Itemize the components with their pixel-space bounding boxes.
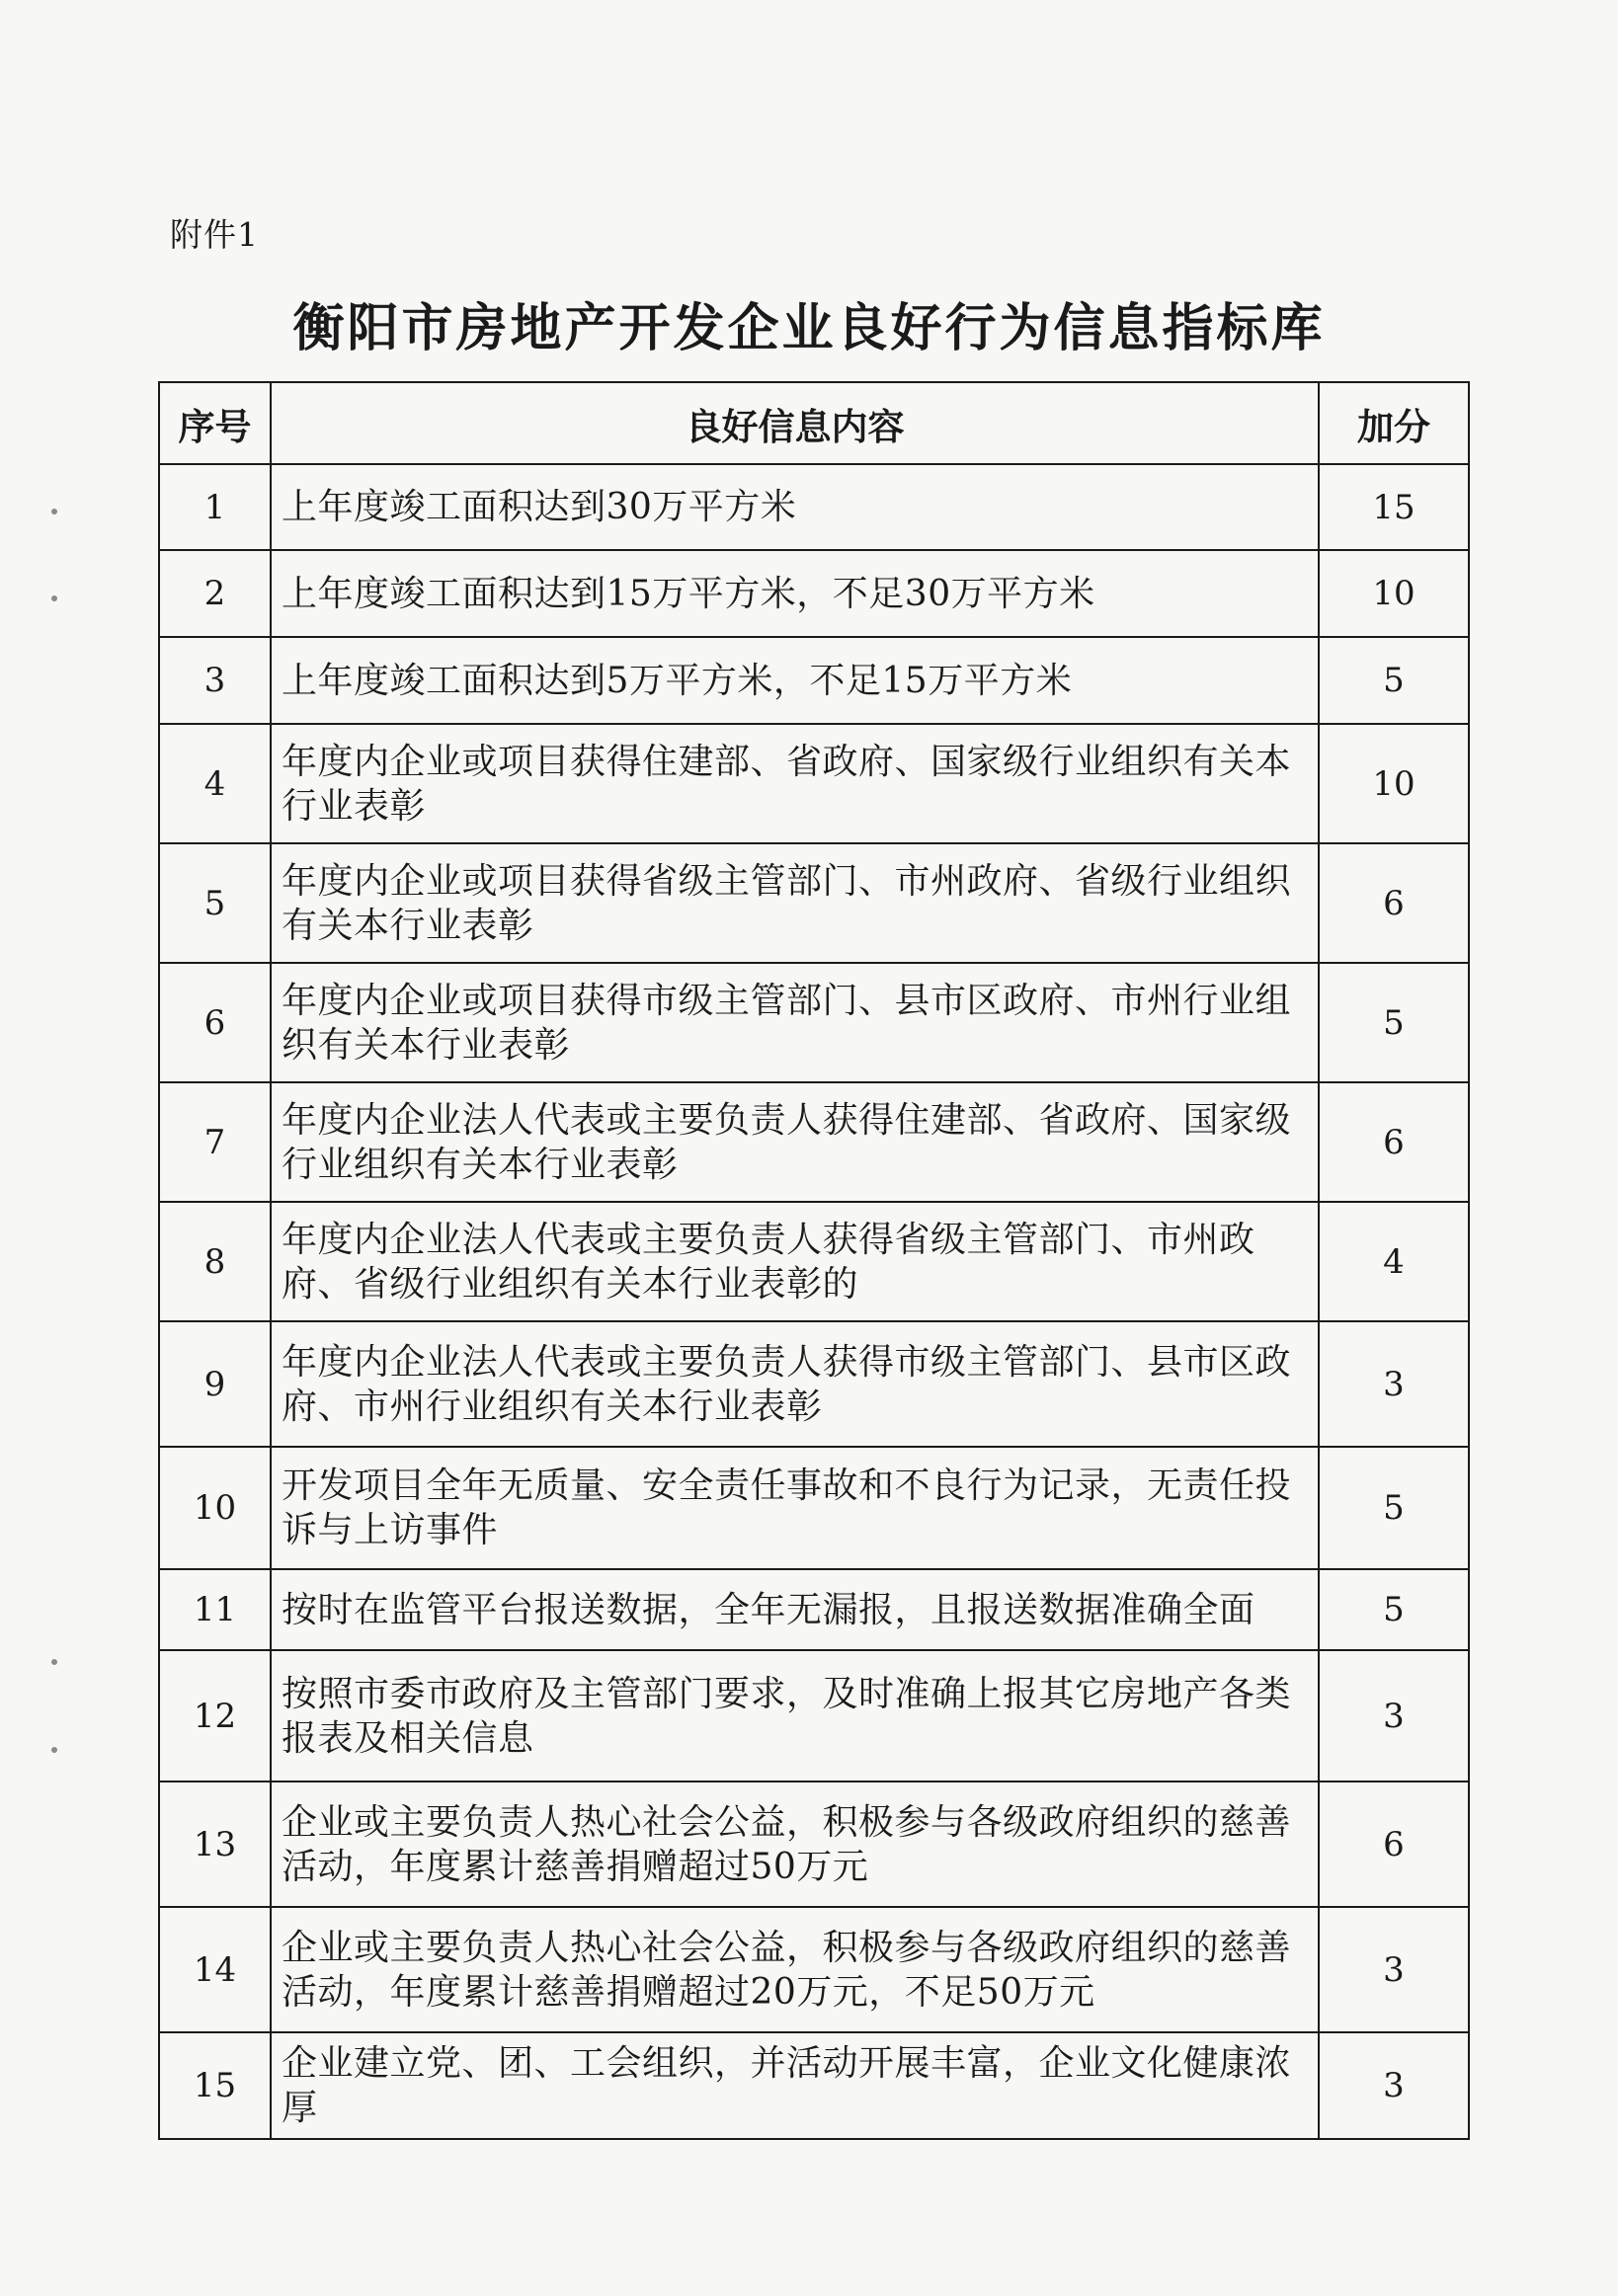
row-content: 企业或主要负责人热心社会公益，积极参与各级政府组织的慈善活动，年度累计慈善捐赠超过20万元，不足50万元	[271, 1907, 1319, 2032]
scan-mark	[51, 595, 57, 601]
table-row	[159, 1447, 1469, 1569]
row-score: 5	[1319, 1569, 1469, 1650]
row-content: 上年度竣工面积达到15万平方米，不足30万平方米	[271, 550, 1319, 637]
row-no: 14	[159, 1907, 271, 2032]
row-no: 6	[159, 963, 271, 1082]
row-no: 7	[159, 1082, 271, 1202]
row-score: 3	[1319, 1650, 1469, 1781]
row-content: 企业或主要负责人热心社会公益，积极参与各级政府组织的慈善活动，年度累计慈善捐赠超过50万元	[271, 1781, 1319, 1907]
row-no: 9	[159, 1321, 271, 1447]
table-row	[159, 637, 1469, 724]
row-no: 2	[159, 550, 271, 637]
table-row	[159, 550, 1469, 637]
row-score: 5	[1319, 963, 1469, 1082]
row-score: 5	[1319, 637, 1469, 724]
table-row	[159, 963, 1469, 1082]
header-no: 序号	[159, 382, 271, 464]
row-content: 按照市委市政府及主管部门要求，及时准确上报其它房地产各类报表及相关信息	[271, 1650, 1319, 1781]
table-row	[159, 1569, 1469, 1650]
row-content: 年度内企业或项目获得市级主管部门、县市区政府、市州行业组织有关本行业表彰	[271, 963, 1319, 1082]
row-no: 12	[159, 1650, 271, 1781]
row-score: 3	[1319, 1907, 1469, 2032]
row-content: 开发项目全年无质量、安全责任事故和不良行为记录，无责任投诉与上访事件	[271, 1447, 1319, 1569]
table-row	[159, 724, 1469, 843]
row-content: 年度内企业法人代表或主要负责人获得市级主管部门、县市区政府、市州行业组织有关本行业表彰	[271, 1321, 1319, 1447]
row-content: 年度内企业法人代表或主要负责人获得住建部、省政府、国家级行业组织有关本行业表彰	[271, 1082, 1319, 1202]
indicator-table	[158, 381, 1470, 2140]
row-content: 年度内企业或项目获得省级主管部门、市州政府、省级行业组织有关本行业表彰	[271, 843, 1319, 963]
table-row	[159, 1650, 1469, 1781]
row-score: 6	[1319, 1781, 1469, 1907]
row-score: 3	[1319, 1321, 1469, 1447]
scan-mark	[51, 509, 57, 515]
row-score: 10	[1319, 724, 1469, 843]
row-no: 10	[159, 1447, 271, 1569]
row-no: 5	[159, 843, 271, 963]
row-content: 年度内企业或项目获得住建部、省政府、国家级行业组织有关本行业表彰	[271, 724, 1319, 843]
table-header-row	[159, 382, 1469, 464]
row-no: 4	[159, 724, 271, 843]
row-content: 企业建立党、团、工会组织，并活动开展丰富，企业文化健康浓厚	[271, 2032, 1319, 2139]
table-row	[159, 2032, 1469, 2139]
row-score: 5	[1319, 1447, 1469, 1569]
table-row	[159, 1202, 1469, 1321]
row-content: 上年度竣工面积达到5万平方米，不足15万平方米	[271, 637, 1319, 724]
table-row	[159, 1321, 1469, 1447]
row-score: 3	[1319, 2032, 1469, 2139]
row-no: 3	[159, 637, 271, 724]
row-no: 11	[159, 1569, 271, 1650]
row-no: 13	[159, 1781, 271, 1907]
row-no: 1	[159, 464, 271, 550]
page-title: 衡阳市房地产开发企业良好行为信息指标库	[292, 299, 1326, 358]
header-score: 加分	[1319, 382, 1469, 464]
table-row	[159, 843, 1469, 963]
table-row	[159, 1082, 1469, 1202]
row-content: 上年度竣工面积达到30万平方米	[271, 464, 1319, 550]
row-score: 6	[1319, 843, 1469, 963]
row-score: 6	[1319, 1082, 1469, 1202]
table-row	[159, 464, 1469, 550]
row-no: 8	[159, 1202, 271, 1321]
attachment-label: 附件1	[170, 215, 259, 254]
row-content: 年度内企业法人代表或主要负责人获得省级主管部门、市州政府、省级行业组织有关本行业表彰的	[271, 1202, 1319, 1321]
table-row	[159, 1907, 1469, 2032]
table-row	[159, 1781, 1469, 1907]
row-no: 15	[159, 2032, 271, 2139]
row-score: 4	[1319, 1202, 1469, 1321]
scan-mark	[51, 1747, 57, 1753]
row-content: 按时在监管平台报送数据，全年无漏报，且报送数据准确全面	[271, 1569, 1319, 1650]
scan-mark	[51, 1659, 57, 1665]
row-score: 15	[1319, 464, 1469, 550]
header-content: 良好信息内容	[271, 382, 1319, 464]
row-score: 10	[1319, 550, 1469, 637]
